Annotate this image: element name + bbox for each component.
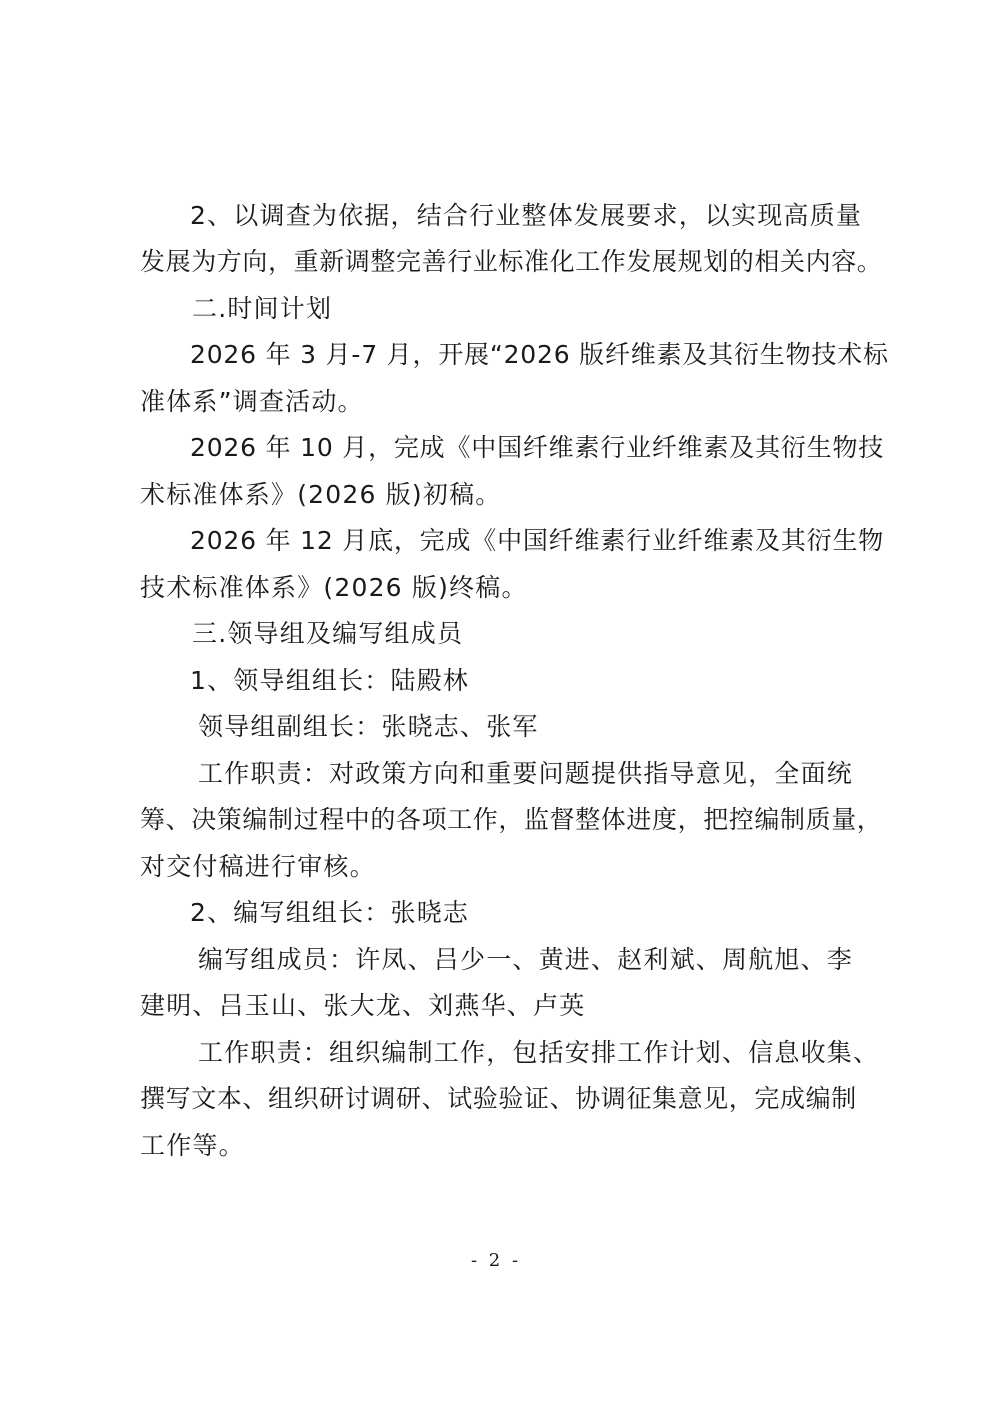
paragraph-line: 2026 年 3 月-7 月，开展“2026 版纤维素及其衍生物技术标 bbox=[190, 340, 889, 369]
page-number: - 2 - bbox=[470, 1250, 522, 1271]
paragraph-line: 2026 年 10 月，完成《中国纤维素行业纤维素及其衍生物技 bbox=[190, 433, 885, 462]
paragraph-line: 筹、决策编制过程中的各项工作，监督整体进度，把控编制质量， bbox=[140, 805, 883, 834]
section-heading: 三.领导组及编写组成员 bbox=[192, 619, 464, 648]
paragraph-line: 2、以调查为依据，结合行业整体发展要求，以实现高质量 bbox=[190, 201, 863, 230]
paragraph-line: 建明、吕玉山、张大龙、刘燕华、卢英 bbox=[140, 991, 586, 1020]
paragraph-line: 领导组副组长：张晓志、张军 bbox=[198, 712, 539, 741]
paragraph-line: 工作职责：组织编制工作，包括安排工作计划、信息收集、 bbox=[198, 1038, 880, 1067]
paragraph-line: 对交付稿进行审核。 bbox=[140, 852, 376, 881]
paragraph-line: 编写组成员：许凤、吕少一、黄进、赵利斌、周航旭、李 bbox=[198, 945, 854, 974]
paragraph-line: 2、编写组组长：张晓志 bbox=[190, 898, 470, 927]
paragraph-line: 工作等。 bbox=[140, 1131, 245, 1160]
paragraph-line: 发展为方向，重新调整完善行业标准化工作发展规划的相关内容。 bbox=[140, 247, 883, 276]
paragraph-line: 撰写文本、组织研讨调研、试验验证、协调征集意见，完成编制 bbox=[140, 1084, 857, 1113]
paragraph-line: 2026 年 12 月底，完成《中国纤维素行业纤维素及其衍生物 bbox=[190, 526, 885, 555]
section-heading: 二.时间计划 bbox=[192, 294, 333, 323]
paragraph-line: 术标准体系》(2026 版)初稿。 bbox=[140, 480, 502, 509]
paragraph-line: 技术标准体系》(2026 版)终稿。 bbox=[140, 573, 528, 602]
paragraph-line: 1、领导组组长：陆殿林 bbox=[190, 666, 470, 695]
paragraph-line: 工作职责：对政策方向和重要问题提供指导意见，全面统 bbox=[198, 759, 854, 788]
paragraph-line: 准体系”调查活动。 bbox=[140, 387, 364, 416]
